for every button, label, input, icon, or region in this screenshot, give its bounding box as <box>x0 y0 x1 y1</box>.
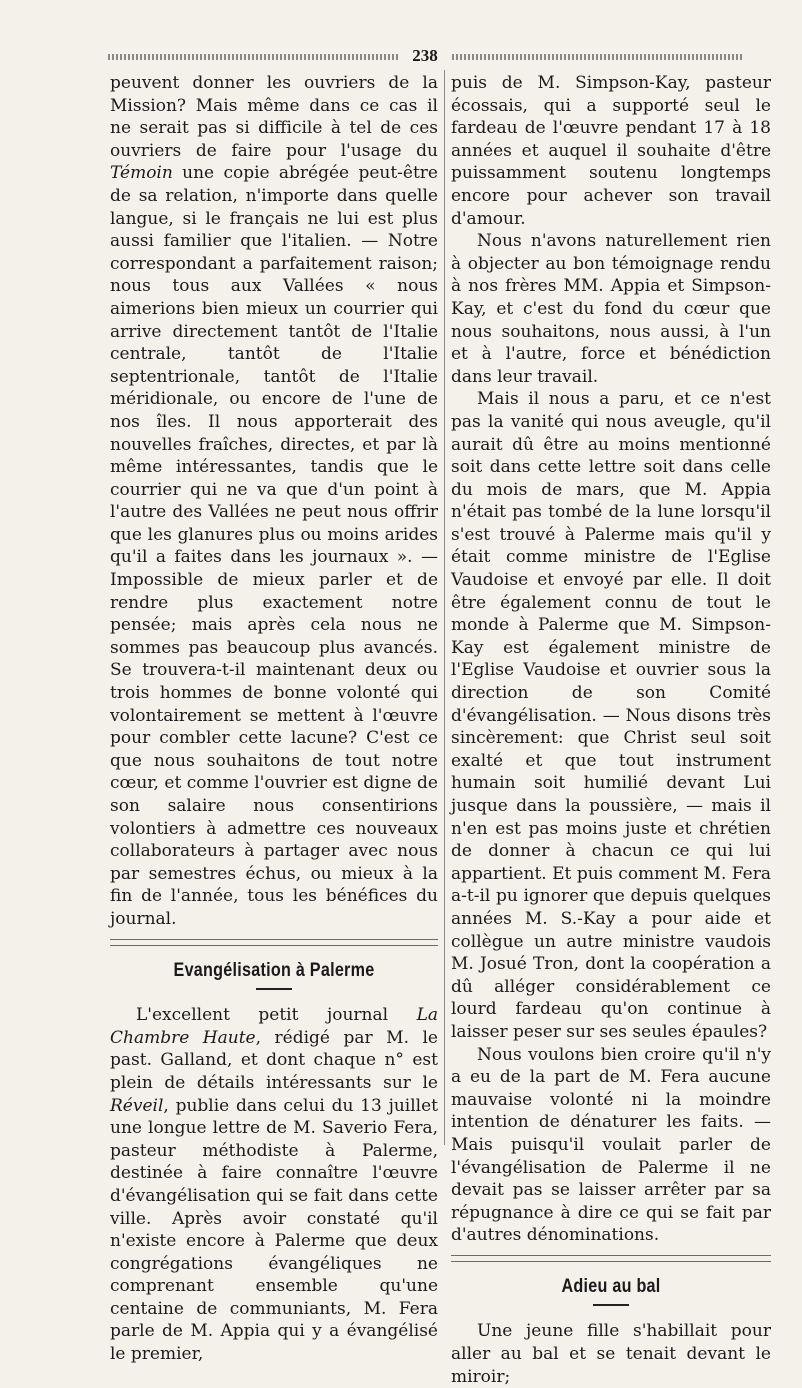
header-ornament-right <box>452 54 742 60</box>
text-run: , publie dans celui du 13 juillet une longue lettre de M. Saverio Fera, pasteur méthodiste à Palerme, destinée à faire connaître l'œuvre d'évangélisation qui se fait dans cette ville. Après avoir constaté qu'il n'existe encore à Palerme que deux congrégations évangéliques ne comprenant ensemble qu'une centaine de communiants, M. Fera parle de M. Appia qui y a évangélisé le premier, <box>110 1095 438 1365</box>
left-paragraph-2 <box>110 1004 438 1366</box>
page-number: 238 <box>412 46 438 65</box>
right-column <box>451 72 771 1388</box>
title-ornament <box>593 1304 629 1306</box>
section-title-palerme: Evangélisation à Palerme <box>173 959 375 981</box>
section-divider <box>110 939 438 946</box>
section-title-adieu-au-bal: Adieu au bal <box>561 1275 661 1297</box>
section-divider <box>451 1255 771 1262</box>
title-ornament <box>256 988 292 990</box>
left-column <box>110 72 438 1366</box>
right-paragraph-2: Nous n'avons naturellement rien à objecter au bon témoignage rendu à nos frères MM. Appia et Simpson-Kay, et c'est du fond du cœur que nous souhaitons, nous aussi, à l'un et à l'autre, force et bénédiction dans leur travail. <box>451 231 771 387</box>
left-paragraph-1 <box>110 72 438 931</box>
right-paragraph-3: Mais il nous a paru, et ce n'est pas la vanité qui nous aveugle, qu'il aurait dû être au moins mentionné soit dans cette lettre soit dans celle du mois de mars, que M. Appia n'était pas tombé de la lune lorsqu'il s'est trouvé à Palerme mais qu'il y était comme ministre de l'Eglise Vaudoise et envoyé par elle. Il doit être également connu de tout le monde à Palerme que M. Simpson-Kay est également ministre de l'Eglise Vaudoise et ouvrier sous la direction de son Comité d'évangélisation. — Nous disons très sincèrement: que Christ seul soit exalté et que tout instrument humain soit humilié devant Lui jusque dans la poussière, — mais il n'en est pas moins juste et chrétien de donner à chacun ce qui lui appartient. Et puis comment M. Fera a-t-il pu ignorer que depuis quelques années M. S.-Kay a pour aide et collègue un autre ministre vaudois M. Josué Tron, dont la coopération a dû alléger considérablement ce lourd fardeau qu'on continue à laisser peser sur ses seules épaules? <box>451 389 771 1042</box>
text-run: une copie abrégée peut-être de sa relation, n'importe dans quelle langue, si le français ne lui est plus aussi familier que l'italien. — Notre correspondant a parfaitement raison; nous tous aux Vallées « nous aimerions bien mieux un courrier qui arrive directement tantôt de l'Italie centrale, tantôt de l'Italie septentrionale, tantôt de l'Italie méridionale, ou encore de l'une de nos îles. Il nous apporterait des nouvelles fraîches, directes, et par là même intéressantes, tandis que le courrier qui ne va que d'un point à l'autre des Vallées ne peut nous offrir que les glanures plus ou moins arides qu'il a faites dans les journaux ». — Impossible de mieux parler et de rendre plus exactement notre pensée; mais après cela nous ne sommes pas beaucoup plus avancés. Se trouvera-t-il maintenant deux ou trois hommes de bonne volonté qui volontairement se mettent à l'œuvre pour combler cette lacune? C'est ce que nous souhaitons de tout notre cœur, et comme l'ouvrier est digne de son salaire nous consentirions volontiers à admettre ces nouveaux collaborateurs à partager avec nous par semestres échus, ou mieux à la fin de l'année, tous les bénéfices du journal. <box>110 163 438 929</box>
text-run: , rédigé par M. le past. Galland, et dont chaque n° est plein de détails intéressants sur le <box>110 1027 438 1093</box>
text-run: L'excellent petit journal <box>136 1005 417 1026</box>
column-divider <box>444 70 445 1145</box>
right-paragraph-4: Nous voulons bien croire qu'il n'y a eu de la part de M. Fera aucune mauvaise volonté ni la moindre intention de dénaturer les faits. — Mais puisqu'il voulait parler de l'évangélisation de Palerme il ne devait pas se laisser arrêter par sa répugnance à dire ce qui se fait par d'autres dénominations. <box>451 1044 771 1246</box>
text-run: peuvent donner les ouvriers de la Mission? Mais même dans ce cas il ne serait pas si difficile à tel de ces ouvriers de faire pour l'usage du <box>110 73 438 161</box>
journal-title-chambre-haute: La Chambre Haute <box>110 1005 438 1048</box>
right-paragraph-1: puis de M. Simpson-Kay, pasteur écossais, qui a supporté seul le fardeau de l'œuvre pendant 17 à 18 années et auquel il souhaite d'être puissamment soutenu longtemps encore pour achever son travail d'amour. <box>451 73 771 229</box>
page-header <box>108 46 742 66</box>
right-paragraph-5: Une jeune fille s'habillait pour aller au bal et se tenait devant le miroir; <box>451 1321 771 1387</box>
journal-title-reveil: Réveil <box>110 1095 164 1116</box>
journal-title-temoin: Témoin <box>110 163 173 184</box>
